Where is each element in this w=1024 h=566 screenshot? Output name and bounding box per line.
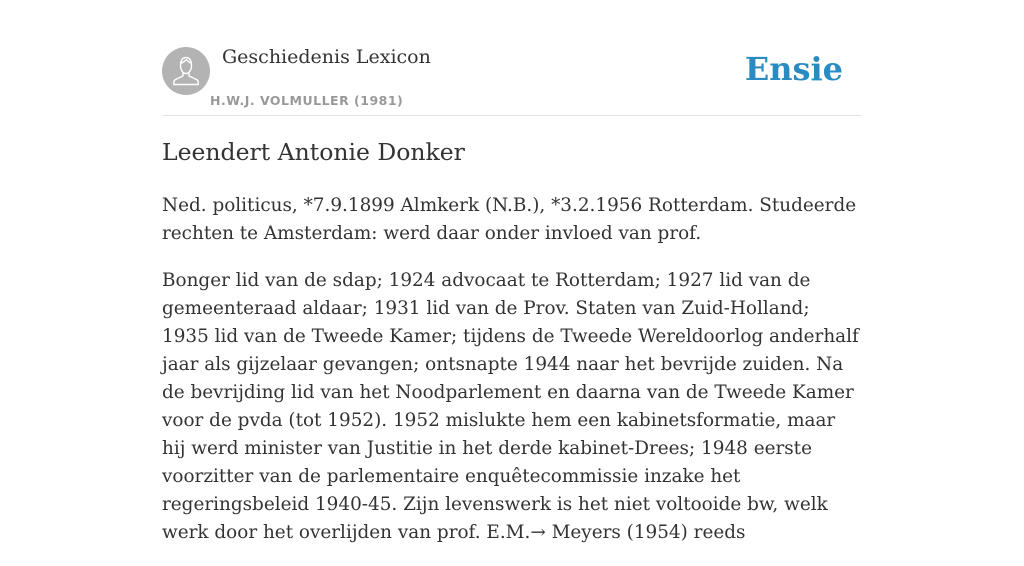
source-header (162, 0, 862, 116)
article-title: Leendert Antonie Donker (162, 138, 465, 166)
article-paragraph: Ned. politicus, *7.9.1899 Almkerk (N.B.), *3.2.1956 Rotterdam. Studeerde rechten te Amsterdam: werd daar onder invloed van prof. (162, 195, 857, 244)
article-page (162, 0, 862, 543)
article-body (162, 192, 862, 566)
source-author[interactable]: H.W.J. VOLMULLER (1981) (210, 93, 404, 108)
article-paragraph: Bonger lid van de sdap; 1924 advocaat te Rotterdam; 1927 lid van de gemeenteraad aldaar; 1931 lid van de Prov. Staten van Zuid-Holland; 1935 lid van de Tweede Kamer; tijdens de Tweede Wereldoorlog anderhalf jaar als gijzelaar gevangen; ontsnapte 1944 naar het bevrijde zuiden. Na de bevrijding lid van het Noodparlement en daarna van de Tweede Kamer voor de pvda (tot 1952). 1952 mislukte hem een kabinetsformatie, maar hij werd minister van Justitie in het derde kabinet-Drees; 1948 eerste voorzitter van de parlementaire enquêtecommissie inzake het regeringsbeleid 1940-45. Zijn levenswerk is het niet voltooide bw, welk werk door het overlijden van prof. E.M.→ Meyers (1954) reeds (162, 270, 859, 543)
source-title[interactable]: Geschiedenis Lexicon (222, 46, 431, 68)
ensie-logo[interactable]: Ensie (744, 50, 843, 88)
user-icon[interactable] (162, 47, 210, 95)
